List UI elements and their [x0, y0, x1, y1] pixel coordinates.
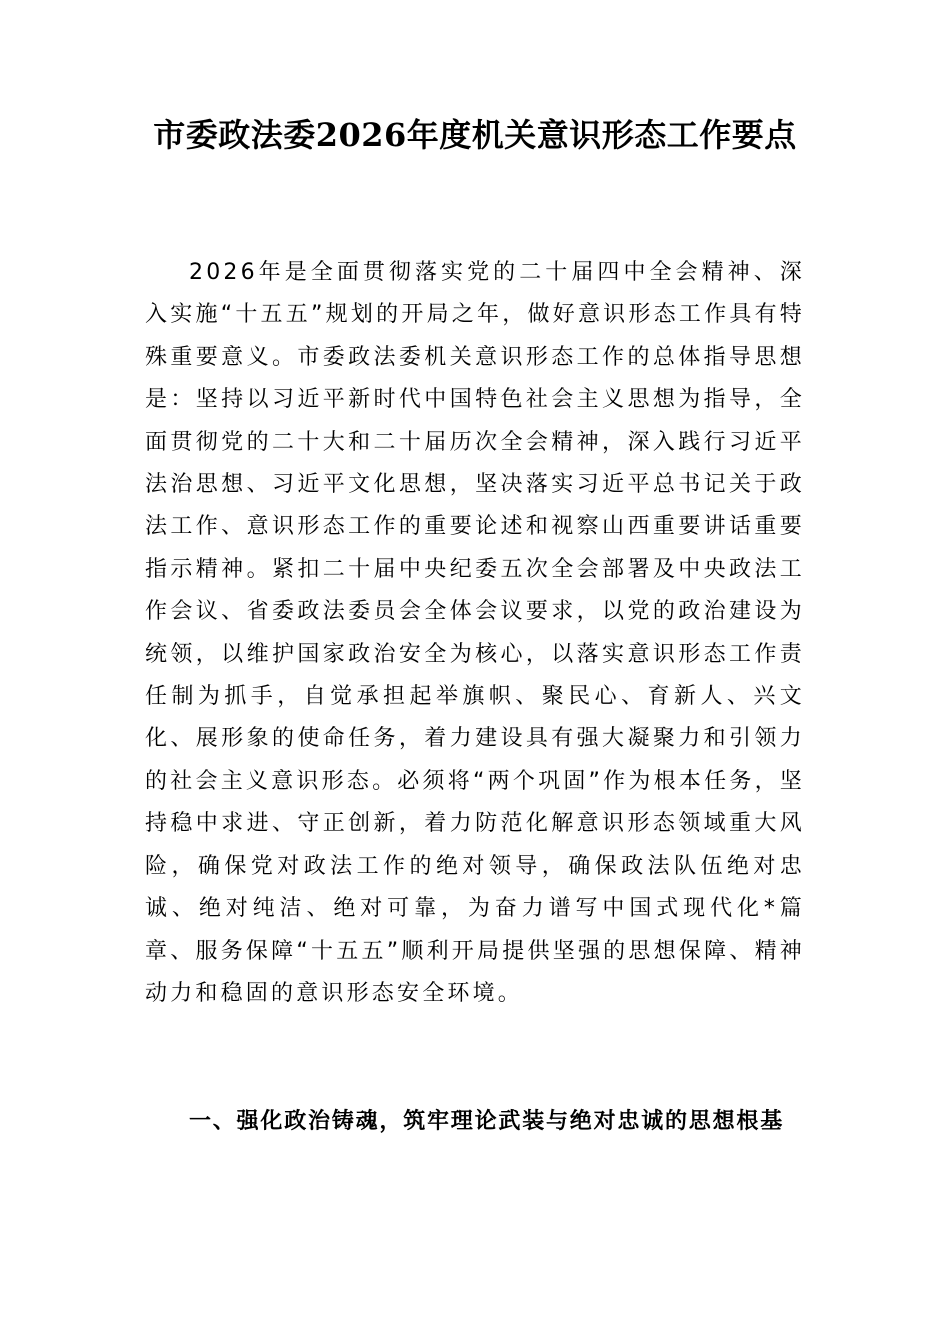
- document-title: 市委政法委2026年度机关意识形态工作要点: [153, 116, 797, 154]
- intro-paragraph: 2026年是全面贯彻落实党的二十届四中全会精神、深入实施“十五五”规划的开局之年，做好意识形态工作具有特殊重要意义。市委政法委机关意识形态工作的总体指导思想是：坚持以习近平新时代中国特色社会主义思想为指导，全面贯彻党的二十大和二十届历次全会精神，深入践行习近平法治思想、习近平文化思想，坚决落实习近平总书记关于政法工作、意识形态工作的重要论述和视察山西重要讲话重要指示精神。紧扣二十届中央纪委五次全会部署及中央政法工作会议、省委政法委员会全体会议要求，以党的政治建设为统领，以维护国家政治安全为核心，以落实意识形态工作责任制为抓手，自觉承担起举旗帜、聚民心、育新人、兴文化、展形象的使命任务，着力建设具有强大凝聚力和引领力的社会主义意识形态。必须将“两个巩固”作为根本任务，坚持稳中求进、守正创新，着力防范化解意识形态领域重大风险，确保党对政法工作的绝对领导，确保政法队伍绝对忠诚、绝对纯洁、绝对可靠，为奋力谱写中国式现代化*篇章、服务保障“十五五”顺利开局提供坚强的思想保障、精神动力和稳固的意识形态安全环境。: [145, 260, 805, 1006]
- section-heading-1: 一、强化政治铸魂，筑牢理论武装与绝对忠诚的思想根基: [189, 1109, 785, 1134]
